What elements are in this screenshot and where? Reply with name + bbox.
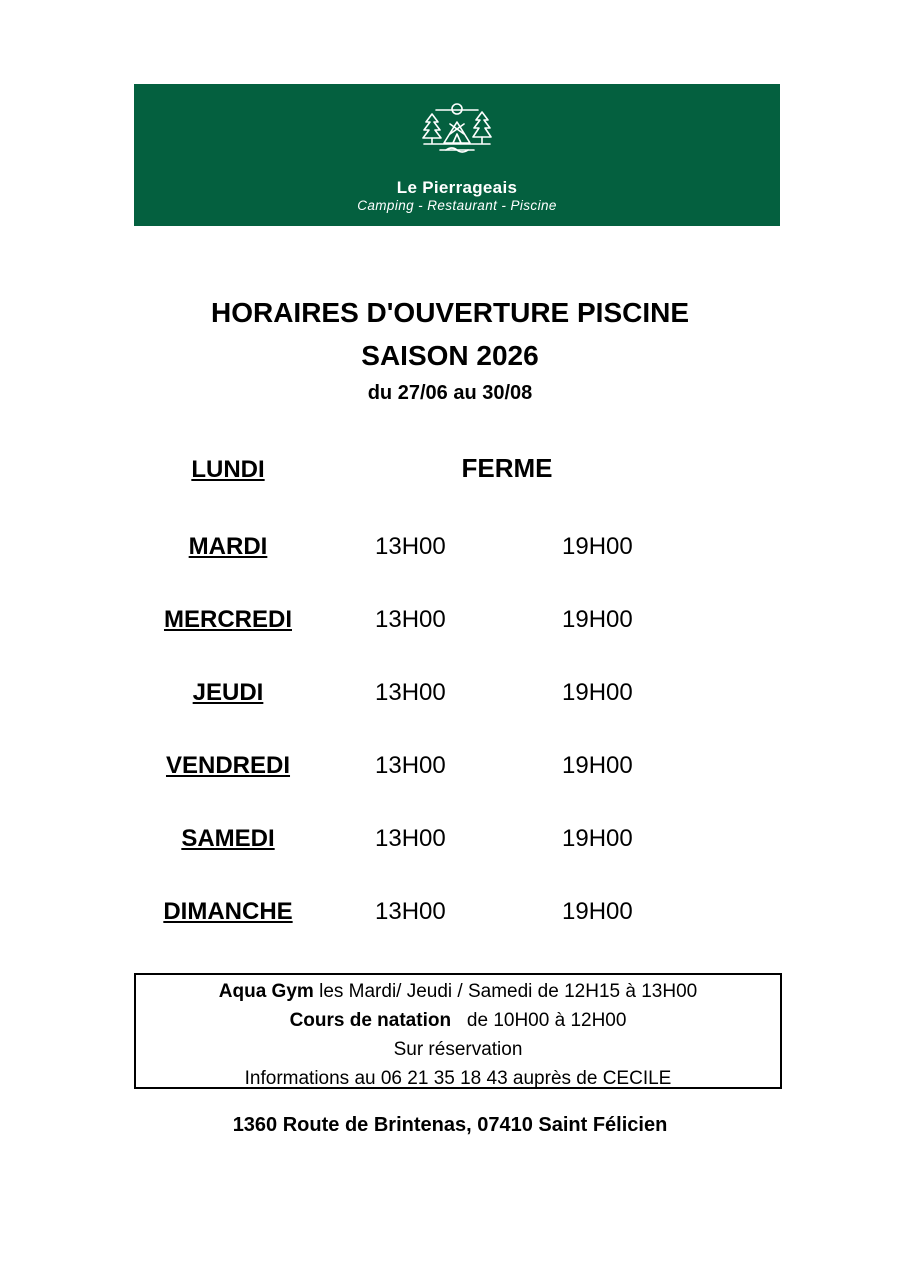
closing-time: 19H00: [562, 825, 633, 852]
day-label: VENDREDI: [165, 752, 291, 779]
schedule-row-lundi: [0, 453, 900, 496]
aqua-gym-label: Aqua Gym: [218, 981, 314, 1002]
page-title: HORAIRES D'OUVERTURE PISCINE: [210, 297, 690, 328]
activities-info-box: [134, 973, 782, 1089]
closing-time: 19H00: [562, 898, 633, 925]
aqua-gym-line: [136, 977, 780, 1006]
schedule-row-jeudi: [0, 679, 900, 719]
opening-time: 13H00: [375, 679, 446, 706]
swim-lessons-line: [136, 1006, 780, 1035]
closing-time: 19H00: [562, 679, 633, 706]
closing-time: 19H00: [562, 752, 633, 779]
day-label: MARDI: [188, 533, 268, 560]
season-title: SAISON 2026: [361, 340, 539, 371]
closed-label: FERME: [461, 453, 553, 483]
schedule-row-mercredi: [0, 606, 900, 646]
brand-tagline: Camping - Restaurant - Piscine: [357, 198, 557, 213]
day-label: LUNDI: [191, 456, 265, 483]
closing-time: 19H00: [562, 606, 633, 633]
reservation-note: Sur réservation: [393, 1039, 523, 1060]
schedule-row-samedi: [0, 825, 900, 865]
opening-time: 13H00: [375, 533, 446, 560]
camping-tent-trees-icon: [422, 102, 492, 156]
schedule-row-dimanche: [0, 898, 900, 938]
schedule-row-vendredi: [0, 752, 900, 792]
day-label: JEUDI: [192, 679, 264, 706]
opening-time: 13H00: [375, 898, 446, 925]
brand-name: Le Pierrageais: [396, 178, 518, 197]
contact-info: Informations au 06 21 35 18 43 auprès de CECILE: [244, 1068, 672, 1089]
aqua-gym-schedule: les Mardi/ Jeudi / Samedi de 12H15 à 13H00: [313, 981, 698, 1002]
swim-lessons-label: Cours de natation: [289, 1010, 452, 1031]
schedule-row-mardi: [0, 533, 900, 573]
day-label: DIMANCHE: [163, 898, 293, 925]
swim-lessons-schedule: de 10H00 à 12H00: [451, 1010, 627, 1031]
day-label: MERCREDI: [163, 606, 292, 633]
opening-time: 13H00: [375, 606, 446, 633]
season-dates: du 27/06 au 30/08: [367, 382, 533, 404]
day-label: SAMEDI: [181, 825, 275, 852]
closing-time: 19H00: [562, 533, 633, 560]
opening-time: 13H00: [375, 752, 446, 779]
brand-banner: [134, 84, 780, 226]
opening-time: 13H00: [375, 825, 446, 852]
address: 1360 Route de Brintenas, 07410 Saint Félicien: [232, 1114, 668, 1136]
